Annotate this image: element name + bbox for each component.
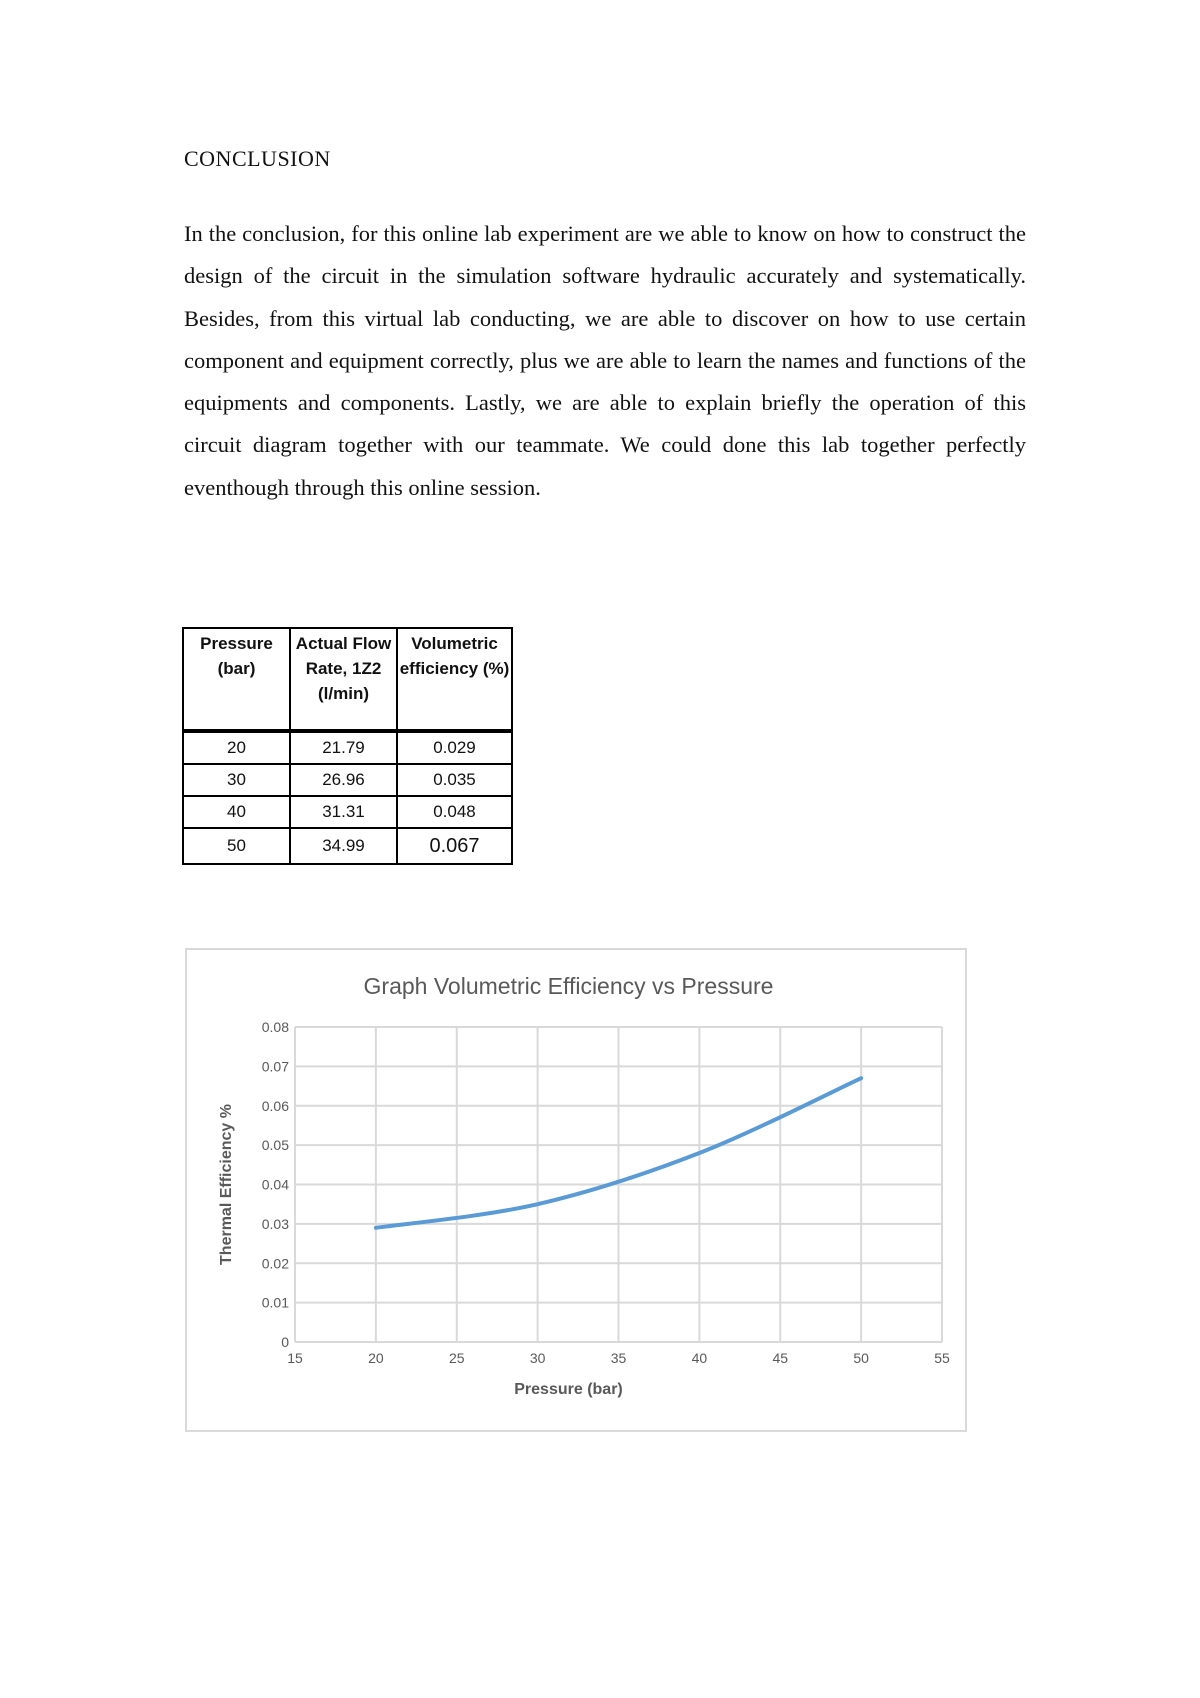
cell-efficiency: 0.048 <box>397 796 512 828</box>
x-tick-label: 30 <box>529 1350 546 1366</box>
results-table <box>182 627 513 865</box>
cell-pressure: 20 <box>183 731 290 764</box>
cell-efficiency: 0.029 <box>397 731 512 764</box>
cell-flow-rate: 26.96 <box>290 764 397 796</box>
chart-container <box>185 948 967 1432</box>
x-tick-label: 45 <box>772 1350 789 1366</box>
y-tick-label: 0.04 <box>261 1176 289 1193</box>
y-tick-label: 0.05 <box>261 1137 289 1154</box>
y-tick-label: 0 <box>281 1334 289 1350</box>
cell-pressure: 50 <box>183 828 290 864</box>
cell-flow-rate: 31.31 <box>290 796 397 828</box>
y-tick-label: 0.03 <box>261 1215 289 1232</box>
table-header-row <box>183 628 512 731</box>
x-tick-label: 35 <box>610 1350 627 1366</box>
x-axis-label: Pressure (bar) <box>514 1381 623 1398</box>
y-axis-label: Thermal Efficiency % <box>218 1104 235 1265</box>
y-tick-label: 0.01 <box>261 1294 289 1311</box>
efficiency-chart <box>187 950 969 1434</box>
y-tick-label: 0.07 <box>261 1058 289 1075</box>
x-tick-label: 50 <box>853 1350 869 1366</box>
y-tick-label: 0.06 <box>261 1097 289 1114</box>
cell-flow-rate: 21.79 <box>290 731 397 764</box>
x-tick-label: 15 <box>287 1350 303 1366</box>
header-flow-rate: Actual Flow Rate, 1Z2 (l/min) <box>290 628 397 731</box>
y-tick-label: 0.08 <box>261 1019 289 1035</box>
header-pressure: Pressure (bar) <box>183 628 290 731</box>
cell-efficiency: 0.067 <box>397 828 512 864</box>
cell-efficiency: 0.035 <box>397 764 512 796</box>
x-tick-label: 55 <box>934 1350 950 1366</box>
chart-title: Graph Volumetric Efficiency vs Pressure <box>363 973 774 999</box>
x-tick-label: 20 <box>368 1350 384 1366</box>
cell-flow-rate: 34.99 <box>290 828 397 864</box>
conclusion-paragraph: In the conclusion, for this online lab experiment are we able to know on how to construct the design of the circuit in the simulation software hydraulic accurately and systematically. Besides, from this virtual lab conducting, we are able to discover on how to use certain component and equipment correctly, plus we are able to learn the names and functions of the equipments and components. Lastly, we are able to explain briefly the operation of this circuit diagram together with our teammate. We could done this lab together perfectly eventhough through this online session. <box>184 221 1026 500</box>
table-row <box>183 731 512 764</box>
header-efficiency: Volumetric efficiency (%) <box>397 628 512 731</box>
x-tick-label: 40 <box>691 1350 708 1366</box>
y-tick-label: 0.02 <box>261 1255 289 1272</box>
cell-pressure: 30 <box>183 764 290 796</box>
table-row <box>183 796 512 828</box>
table-row <box>183 764 512 796</box>
cell-pressure: 40 <box>183 796 290 828</box>
x-tick-label: 25 <box>448 1350 465 1366</box>
table-row <box>183 828 512 864</box>
section-heading: CONCLUSION <box>184 146 331 171</box>
